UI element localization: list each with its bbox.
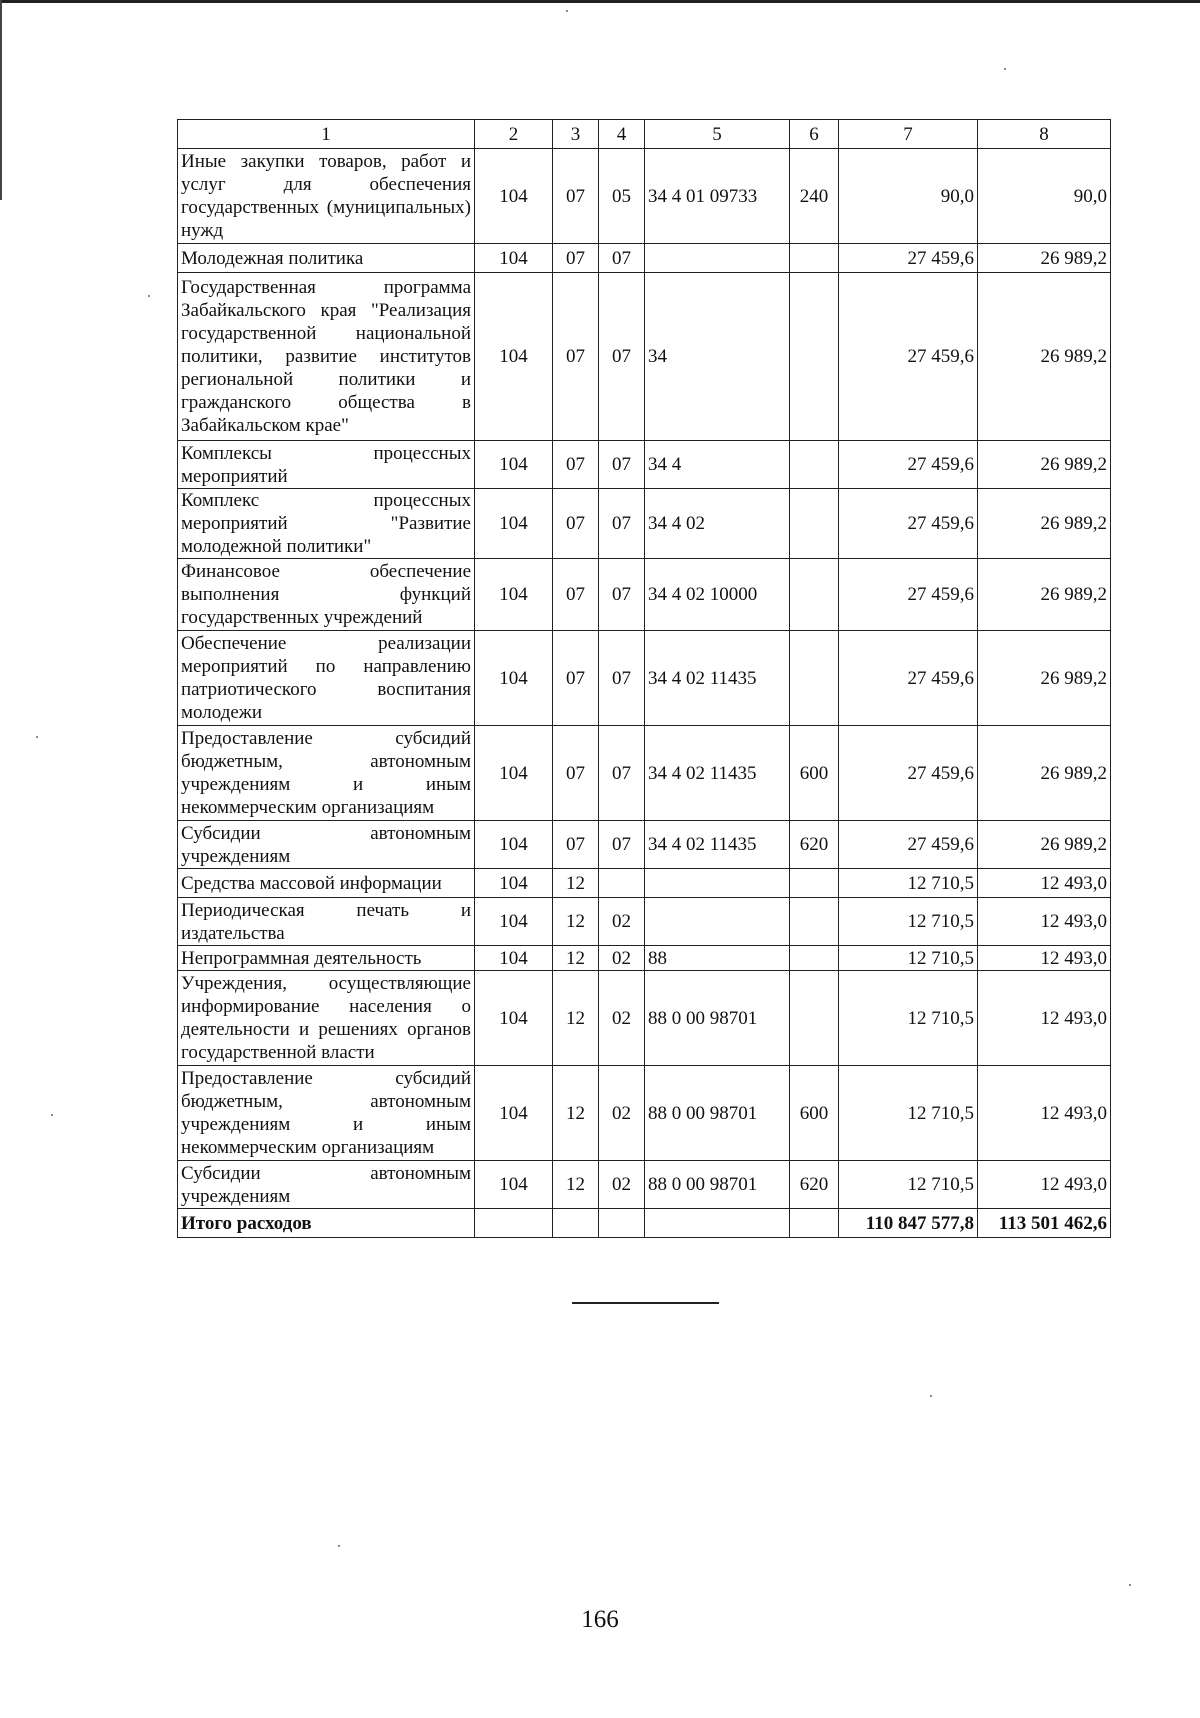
empty-cell	[790, 1209, 839, 1238]
closing-rule	[572, 1302, 719, 1304]
row-cell-c3: 07	[553, 149, 599, 244]
row-cell-c7: 12 710,5	[839, 1066, 978, 1161]
row-cell-c8: 12 493,0	[978, 1161, 1111, 1209]
table-row	[178, 244, 1111, 273]
row-cell-c5: 34 4	[645, 441, 790, 489]
total-value-col7: 110 847 577,8	[839, 1209, 978, 1238]
empty-cell	[553, 1209, 599, 1238]
row-cell-c2: 104	[475, 441, 553, 489]
row-cell-c6	[790, 869, 839, 898]
row-cell-c4: 07	[599, 559, 645, 631]
row-cell-c7: 27 459,6	[839, 273, 978, 441]
row-cell-c8: 26 989,2	[978, 441, 1111, 489]
row-name-cell: Непрограммная деятельность	[178, 946, 475, 971]
row-cell-c2: 104	[475, 971, 553, 1066]
row-cell-c4: 07	[599, 244, 645, 273]
empty-cell	[645, 1209, 790, 1238]
row-cell-c3: 12	[553, 869, 599, 898]
header-cell-4: 4	[599, 120, 645, 149]
row-name-cell: Предоставление субсидий бюджетным, автономным учреждениям и иным некоммерческим организациям	[178, 1066, 475, 1161]
total-label: Итого расходов	[178, 1209, 475, 1238]
row-name-cell: Государственная программа Забайкальского края "Реализация государственной национальной политики, развитие институтов региональной политики и гражданского общества в Забайкальском крае"	[178, 273, 475, 441]
row-cell-c8: 26 989,2	[978, 244, 1111, 273]
row-cell-c3: 12	[553, 946, 599, 971]
header-cell-7: 7	[839, 120, 978, 149]
table-row	[178, 726, 1111, 821]
row-cell-c3: 07	[553, 273, 599, 441]
row-cell-c8: 26 989,2	[978, 273, 1111, 441]
row-name-cell: Молодежная политика	[178, 244, 475, 273]
empty-cell	[475, 1209, 553, 1238]
row-cell-c4: 02	[599, 1161, 645, 1209]
table-row	[178, 273, 1111, 441]
row-cell-c7: 27 459,6	[839, 489, 978, 559]
row-cell-c4: 02	[599, 946, 645, 971]
header-cell-1: 1	[178, 120, 475, 149]
table-row	[178, 149, 1111, 244]
row-name-cell: Финансовое обеспечение выполнения функций государственных учреждений	[178, 559, 475, 631]
table-row	[178, 869, 1111, 898]
page-number: 166	[581, 1606, 619, 1633]
row-cell-c4: 07	[599, 489, 645, 559]
row-cell-c3: 07	[553, 821, 599, 869]
budget-table	[177, 119, 1111, 1238]
row-cell-c2: 104	[475, 273, 553, 441]
row-cell-c6: 620	[790, 821, 839, 869]
row-cell-c4: 02	[599, 971, 645, 1066]
header-cell-6: 6	[790, 120, 839, 149]
row-cell-c4: 07	[599, 726, 645, 821]
row-cell-c2: 104	[475, 821, 553, 869]
row-cell-c6: 600	[790, 726, 839, 821]
row-cell-c5	[645, 244, 790, 273]
table-row	[178, 971, 1111, 1066]
header-cell-5: 5	[645, 120, 790, 149]
row-name-cell: Субсидии автономным учреждениям	[178, 1161, 475, 1209]
row-cell-c3: 07	[553, 559, 599, 631]
row-cell-c4: 07	[599, 441, 645, 489]
row-cell-c6	[790, 971, 839, 1066]
row-cell-c8: 26 989,2	[978, 726, 1111, 821]
row-cell-c8: 12 493,0	[978, 898, 1111, 946]
row-cell-c7: 12 710,5	[839, 1161, 978, 1209]
total-value-col8: 113 501 462,6	[978, 1209, 1111, 1238]
scan-top-edge	[0, 0, 1200, 3]
scan-speck	[930, 1395, 932, 1397]
row-cell-c8: 26 989,2	[978, 489, 1111, 559]
row-cell-c7: 12 710,5	[839, 869, 978, 898]
table-row	[178, 559, 1111, 631]
empty-cell	[599, 1209, 645, 1238]
header-cell-8: 8	[978, 120, 1111, 149]
row-cell-c8: 12 493,0	[978, 946, 1111, 971]
row-cell-c2: 104	[475, 1161, 553, 1209]
row-cell-c5	[645, 898, 790, 946]
row-cell-c8: 12 493,0	[978, 869, 1111, 898]
row-cell-c3: 07	[553, 244, 599, 273]
row-cell-c7: 27 459,6	[839, 821, 978, 869]
row-name-cell: Обеспечение реализации мероприятий по направлению патриотического воспитания молодежи	[178, 631, 475, 726]
table-header-row	[178, 120, 1111, 149]
row-cell-c3: 12	[553, 971, 599, 1066]
row-cell-c7: 27 459,6	[839, 441, 978, 489]
table-row	[178, 489, 1111, 559]
scan-speck	[566, 10, 568, 12]
scan-speck	[338, 1545, 340, 1547]
table-row	[178, 1161, 1111, 1209]
row-cell-c2: 104	[475, 489, 553, 559]
row-cell-c7: 90,0	[839, 149, 978, 244]
row-cell-c7: 27 459,6	[839, 559, 978, 631]
row-cell-c2: 104	[475, 631, 553, 726]
row-cell-c4: 05	[599, 149, 645, 244]
row-name-cell: Периодическая печать и издательства	[178, 898, 475, 946]
row-cell-c2: 104	[475, 244, 553, 273]
row-cell-c3: 07	[553, 441, 599, 489]
table-row	[178, 631, 1111, 726]
row-cell-c5: 34 4 01 09733	[645, 149, 790, 244]
row-cell-c7: 27 459,6	[839, 244, 978, 273]
row-cell-c6: 620	[790, 1161, 839, 1209]
row-cell-c2: 104	[475, 559, 553, 631]
header-cell-3: 3	[553, 120, 599, 149]
scan-speck	[1004, 68, 1006, 70]
row-cell-c3: 12	[553, 1066, 599, 1161]
table-row	[178, 441, 1111, 489]
total-row	[178, 1209, 1111, 1238]
row-cell-c4: 07	[599, 821, 645, 869]
table-row	[178, 946, 1111, 971]
scan-speck	[1129, 1584, 1131, 1586]
row-cell-c5: 34 4 02 11435	[645, 631, 790, 726]
scan-speck	[36, 736, 38, 738]
row-name-cell: Иные закупки товаров, работ и услуг для обеспечения государственных (муниципальных) нужд	[178, 149, 475, 244]
row-name-cell: Комплексы процессных мероприятий	[178, 441, 475, 489]
row-cell-c5: 34 4 02 11435	[645, 821, 790, 869]
row-cell-c7: 12 710,5	[839, 946, 978, 971]
row-cell-c2: 104	[475, 898, 553, 946]
row-cell-c4: 07	[599, 273, 645, 441]
row-cell-c6: 600	[790, 1066, 839, 1161]
row-cell-c8: 26 989,2	[978, 559, 1111, 631]
row-cell-c2: 104	[475, 1066, 553, 1161]
row-cell-c5: 34 4 02 10000	[645, 559, 790, 631]
row-cell-c6	[790, 631, 839, 726]
row-cell-c5: 88 0 00 98701	[645, 1161, 790, 1209]
row-name-cell: Средства массовой информации	[178, 869, 475, 898]
row-name-cell: Субсидии автономным учреждениям	[178, 821, 475, 869]
row-cell-c6	[790, 244, 839, 273]
table-row	[178, 898, 1111, 946]
row-cell-c6	[790, 898, 839, 946]
scan-speck	[148, 295, 150, 297]
row-cell-c6	[790, 559, 839, 631]
row-cell-c7: 12 710,5	[839, 898, 978, 946]
row-cell-c5: 34	[645, 273, 790, 441]
row-cell-c3: 07	[553, 726, 599, 821]
row-name-cell: Комплекс процессных мероприятий "Развитие молодежной политики"	[178, 489, 475, 559]
row-cell-c8: 12 493,0	[978, 971, 1111, 1066]
row-cell-c4: 07	[599, 631, 645, 726]
row-cell-c6	[790, 441, 839, 489]
row-cell-c5	[645, 869, 790, 898]
row-cell-c2: 104	[475, 149, 553, 244]
row-cell-c8: 12 493,0	[978, 1066, 1111, 1161]
row-cell-c7: 12 710,5	[839, 971, 978, 1066]
row-cell-c8: 26 989,2	[978, 821, 1111, 869]
row-cell-c5: 34 4 02	[645, 489, 790, 559]
row-cell-c4	[599, 869, 645, 898]
row-cell-c3: 12	[553, 1161, 599, 1209]
row-cell-c4: 02	[599, 898, 645, 946]
row-cell-c3: 07	[553, 489, 599, 559]
row-cell-c2: 104	[475, 869, 553, 898]
row-cell-c5: 88 0 00 98701	[645, 971, 790, 1066]
row-cell-c8: 90,0	[978, 149, 1111, 244]
row-cell-c6	[790, 489, 839, 559]
row-cell-c7: 27 459,6	[839, 631, 978, 726]
scan-speck	[51, 1114, 53, 1116]
row-name-cell: Учреждения, осуществляющие информирование населения о деятельности и решениях органов государственной власти	[178, 971, 475, 1066]
header-cell-2: 2	[475, 120, 553, 149]
row-cell-c7: 27 459,6	[839, 726, 978, 821]
row-cell-c6: 240	[790, 149, 839, 244]
row-cell-c6	[790, 273, 839, 441]
row-cell-c5: 34 4 02 11435	[645, 726, 790, 821]
row-cell-c3: 07	[553, 631, 599, 726]
table-row	[178, 821, 1111, 869]
row-cell-c6	[790, 946, 839, 971]
row-cell-c3: 12	[553, 898, 599, 946]
row-cell-c5: 88	[645, 946, 790, 971]
row-cell-c8: 26 989,2	[978, 631, 1111, 726]
row-cell-c5: 88 0 00 98701	[645, 1066, 790, 1161]
table-row	[178, 1066, 1111, 1161]
scan-left-edge	[0, 0, 2, 200]
row-cell-c2: 104	[475, 946, 553, 971]
row-name-cell: Предоставление субсидий бюджетным, автономным учреждениям и иным некоммерческим организациям	[178, 726, 475, 821]
row-cell-c4: 02	[599, 1066, 645, 1161]
row-cell-c2: 104	[475, 726, 553, 821]
